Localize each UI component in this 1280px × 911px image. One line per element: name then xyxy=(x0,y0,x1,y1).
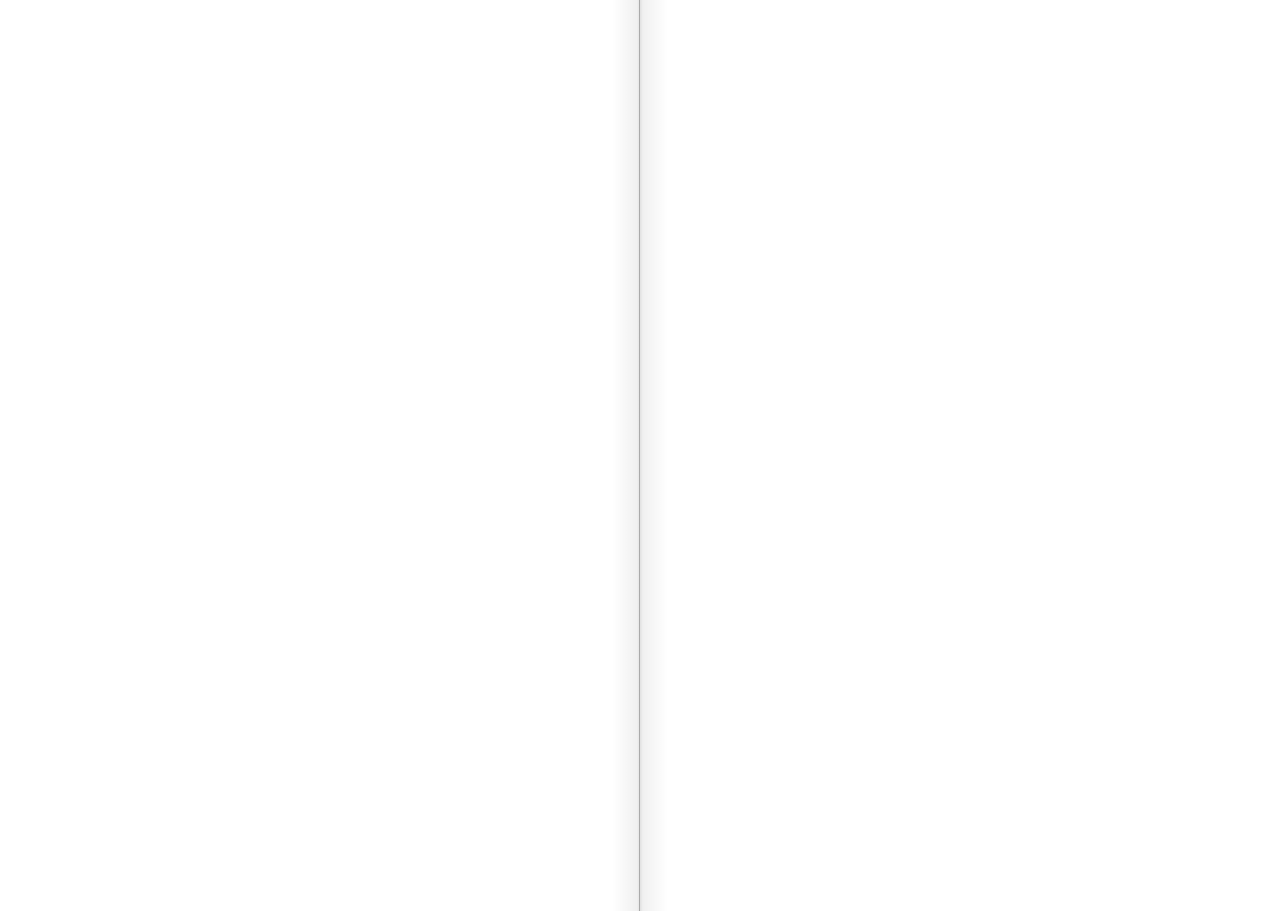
right-page xyxy=(640,0,1280,911)
left-page-text xyxy=(70,62,598,762)
right-page-text xyxy=(650,62,1190,762)
